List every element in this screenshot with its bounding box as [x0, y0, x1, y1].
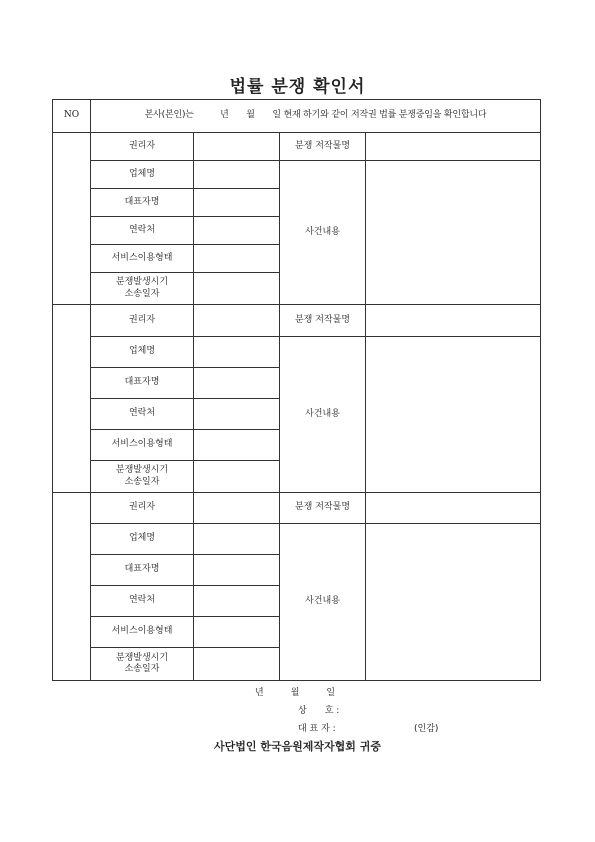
- block-3-row-company: [53, 524, 541, 555]
- field-contact[interactable]: [194, 399, 280, 430]
- field-contact[interactable]: [194, 217, 280, 245]
- field-rights-holder[interactable]: [194, 133, 280, 161]
- label-contact: 연락처: [91, 217, 194, 245]
- confirmation-form-table: [52, 99, 541, 681]
- label-case-details: 사건내용: [280, 161, 366, 305]
- label-disputed-work: 분쟁 저작물명: [280, 493, 366, 524]
- label-contact: 연락처: [91, 399, 194, 430]
- footer-seal-label: (인감): [414, 724, 439, 734]
- footer-representative-line: 대 표 자 :: [298, 724, 336, 734]
- document-title: 법률 분쟁 확인서: [229, 77, 366, 97]
- label-disputed-work: 분쟁 저작물명: [280, 133, 366, 161]
- field-representative[interactable]: [194, 189, 280, 217]
- field-service-type[interactable]: [194, 430, 280, 461]
- label-dispute-time-line2: 소송일자: [124, 476, 160, 487]
- block-2-no-cell[interactable]: [53, 305, 91, 493]
- footer-company-line: 상 호 :: [298, 706, 340, 716]
- label-representative: 대표자명: [91, 368, 194, 399]
- block-2-row-company: [53, 337, 541, 368]
- label-rights-holder: 권리자: [91, 493, 194, 524]
- label-company-name: 업체명: [91, 161, 194, 189]
- label-rights-holder: 권리자: [91, 133, 194, 161]
- block-1-row-rights: [53, 133, 541, 161]
- label-company-name: 업체명: [91, 337, 194, 368]
- label-dispute-time-line1: 분쟁발생시기: [115, 277, 169, 288]
- label-company-name: 업체명: [91, 524, 194, 555]
- label-dispute-time-line2: 소송일자: [124, 288, 160, 299]
- label-dispute-time-line2: 소송일자: [124, 664, 160, 674]
- label-dispute-time: [91, 648, 194, 681]
- field-dispute-time[interactable]: [194, 648, 280, 681]
- field-case-details[interactable]: [366, 524, 541, 681]
- label-dispute-time-line1: 분쟁발생시기: [115, 465, 169, 476]
- block-1-no-cell[interactable]: [53, 133, 91, 305]
- block-1-row-company: [53, 161, 541, 189]
- field-disputed-work[interactable]: [366, 493, 541, 524]
- field-case-details[interactable]: [366, 337, 541, 493]
- label-disputed-work: 분쟁 저작물명: [280, 305, 366, 337]
- footer-date-line: 년 월 일: [255, 688, 336, 698]
- field-company-name[interactable]: [194, 161, 280, 189]
- label-case-details: 사건내용: [280, 337, 366, 493]
- header-row: [53, 100, 541, 133]
- label-representative: 대표자명: [91, 189, 194, 217]
- label-dispute-time-line1: 분쟁발생시기: [115, 652, 169, 663]
- field-case-details[interactable]: [366, 161, 541, 305]
- field-disputed-work[interactable]: [366, 305, 541, 337]
- field-dispute-time[interactable]: [194, 461, 280, 493]
- label-dispute-time: [91, 461, 194, 493]
- field-rights-holder[interactable]: [194, 305, 280, 337]
- field-contact[interactable]: [194, 586, 280, 617]
- field-company-name[interactable]: [194, 524, 280, 555]
- field-dispute-time[interactable]: [194, 273, 280, 305]
- block-3-row-rights: [53, 493, 541, 524]
- label-case-details: 사건내용: [280, 524, 366, 681]
- intro-statement: 본사(본인)는 년 월 일 현재 하기와 같이 저작권 법률 분쟁중임을 확인합니다: [91, 100, 541, 133]
- field-disputed-work[interactable]: [366, 133, 541, 161]
- label-contact: 연락처: [91, 586, 194, 617]
- field-representative[interactable]: [194, 368, 280, 399]
- label-service-type: 서비스이용형태: [91, 430, 194, 461]
- block-2-row-rights: [53, 305, 541, 337]
- block-3-no-cell[interactable]: [53, 493, 91, 681]
- label-service-type: 서비스이용형태: [91, 617, 194, 648]
- field-representative[interactable]: [194, 555, 280, 586]
- field-rights-holder[interactable]: [194, 493, 280, 524]
- field-company-name[interactable]: [194, 337, 280, 368]
- footer-sponsor: 사단법인 한국음원제작자협회 귀중: [213, 740, 382, 753]
- label-service-type: 서비스이용형태: [91, 245, 194, 273]
- no-label: NO: [53, 100, 91, 133]
- label-rights-holder: 권리자: [91, 305, 194, 337]
- label-representative: 대표자명: [91, 555, 194, 586]
- field-service-type[interactable]: [194, 245, 280, 273]
- field-service-type[interactable]: [194, 617, 280, 648]
- label-dispute-time: [91, 273, 194, 305]
